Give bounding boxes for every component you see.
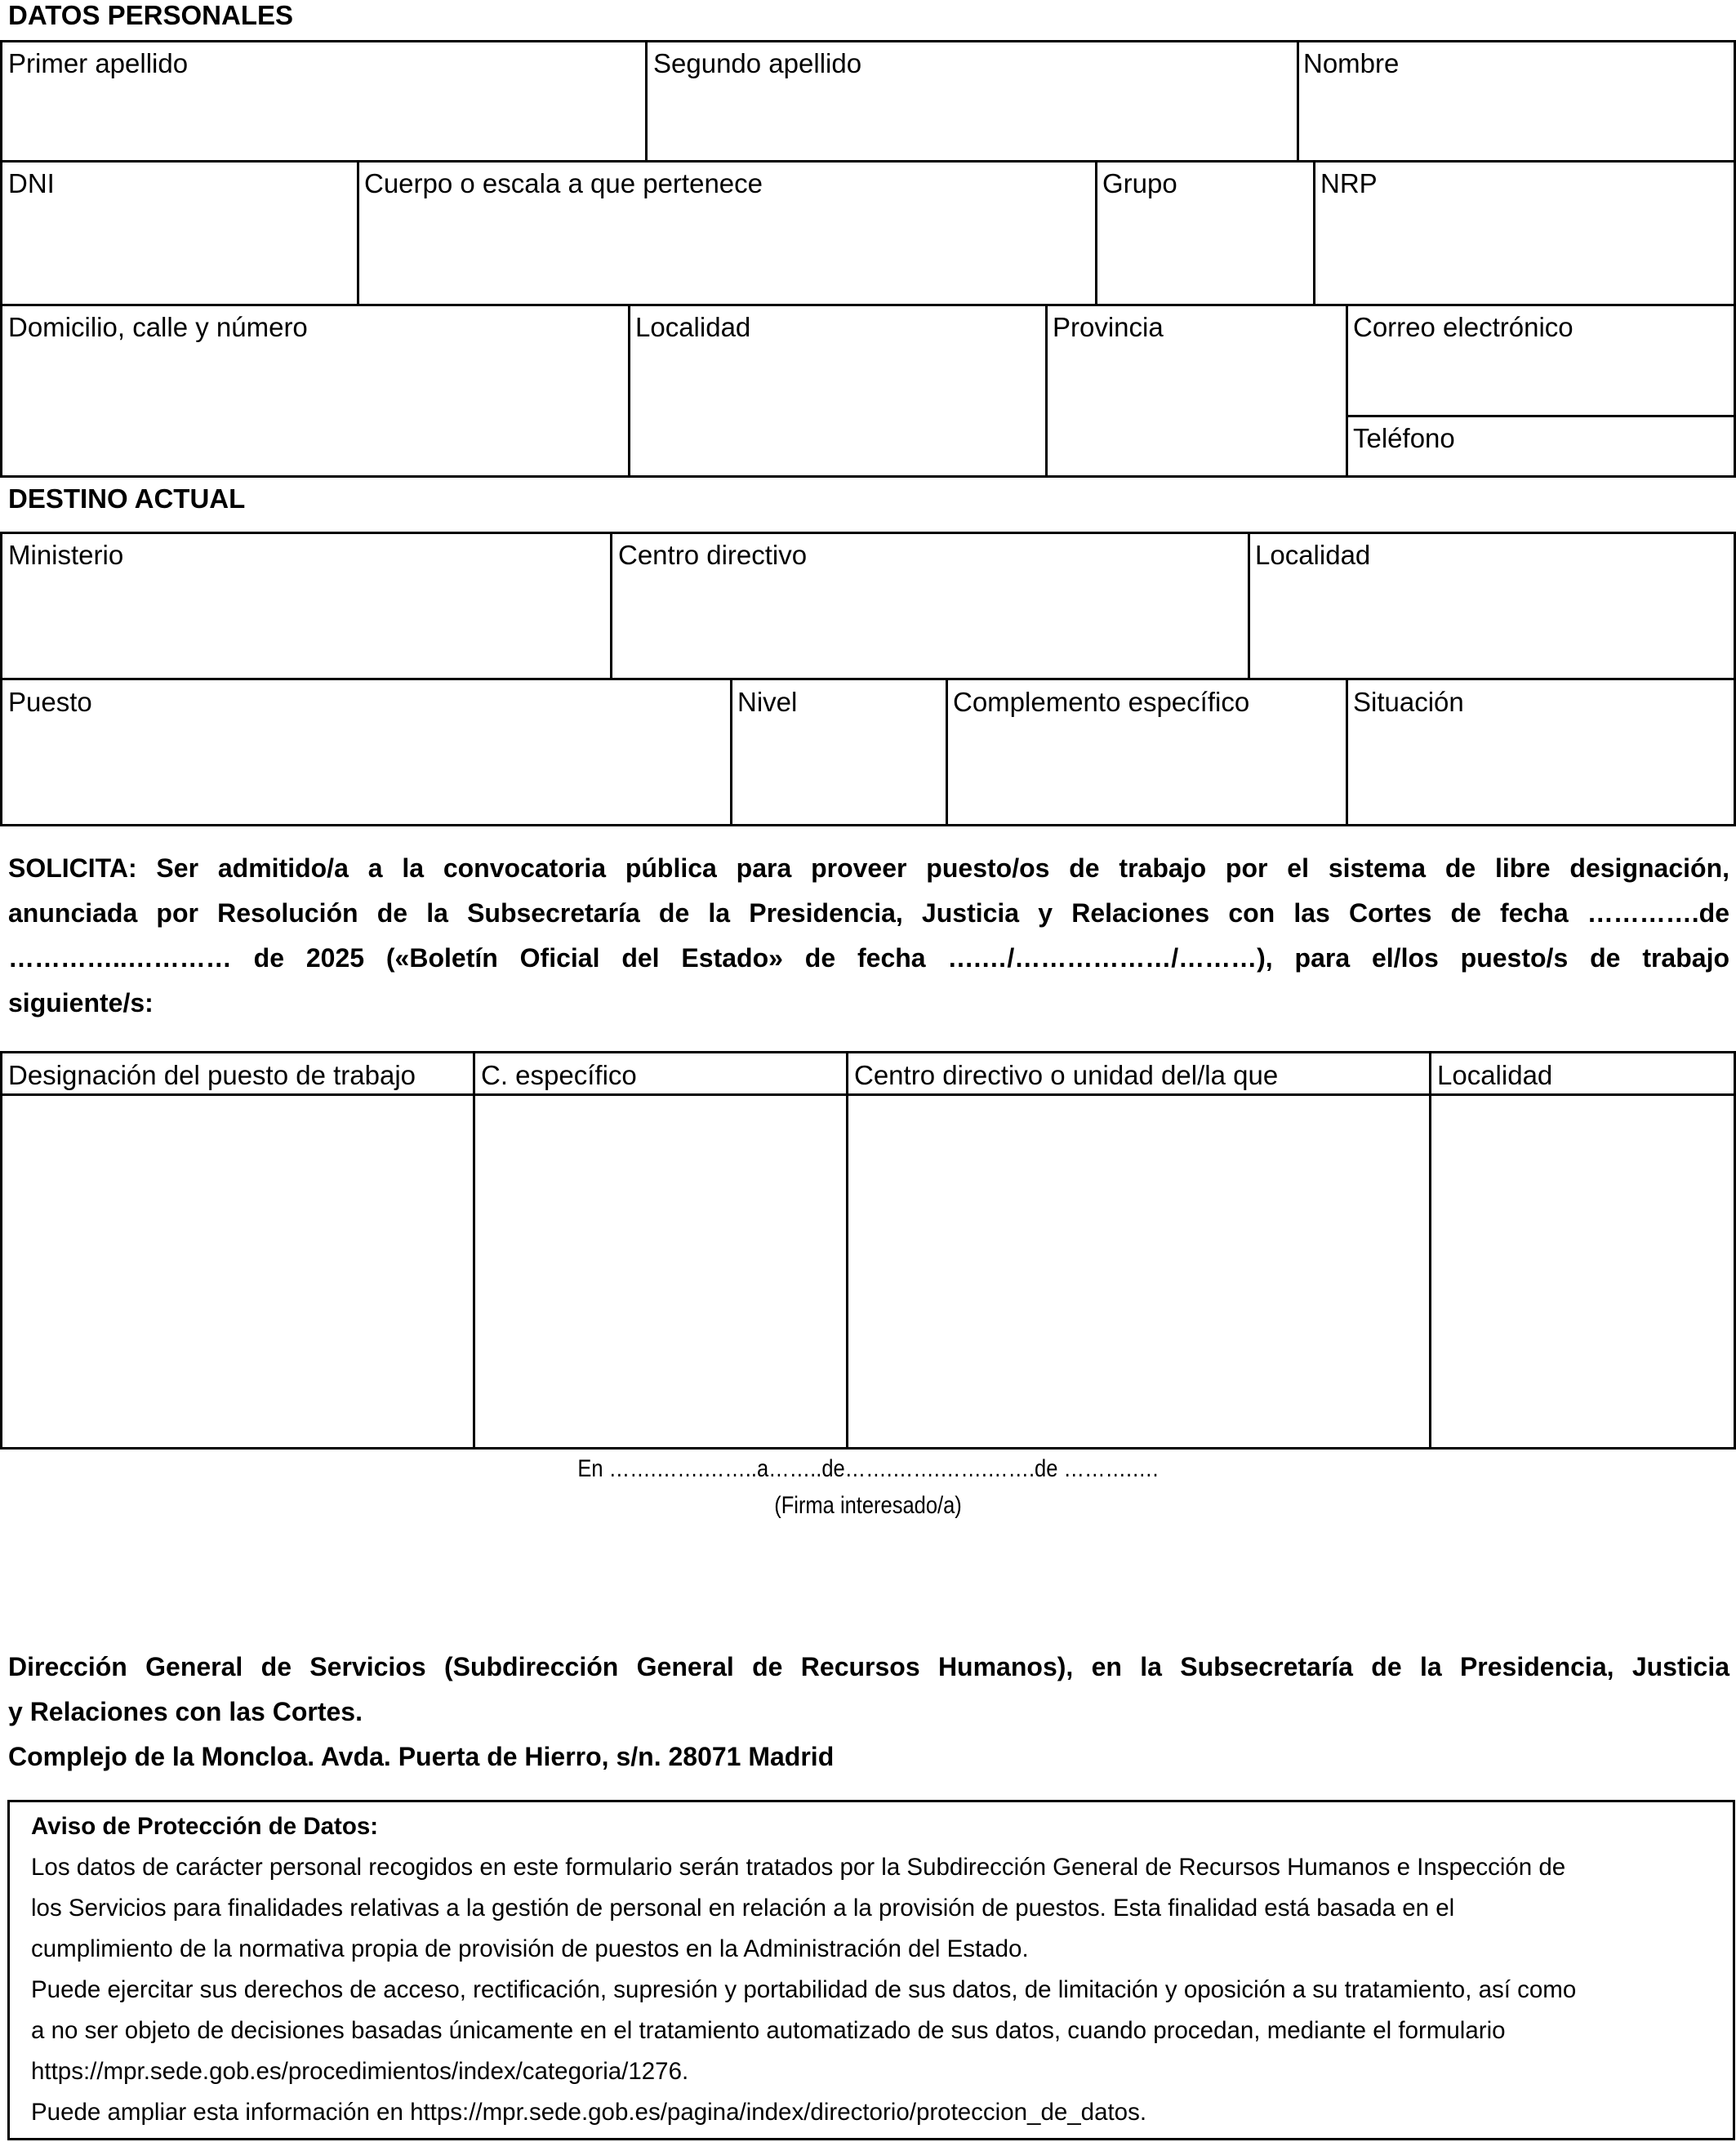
section-title-destino-actual: DESTINO ACTUAL [8, 483, 246, 514]
aviso-proteccion-datos [31, 1806, 1729, 2133]
divider [1346, 678, 1348, 826]
solicita-paragraph [8, 846, 1729, 1026]
field-dni[interactable]: DNI [8, 168, 55, 198]
field-grupo[interactable]: Grupo [1102, 168, 1177, 198]
divider [645, 40, 648, 162]
field-localidad[interactable]: Localidad [635, 312, 751, 342]
divider [846, 1051, 848, 1450]
divider [946, 678, 948, 826]
puestos-table [0, 1051, 1736, 1450]
aviso-line: los Servicios para finalidades relativas a la gestión de personal en relación a la provisión de puestos. Esta finalidad está basada en el [31, 1895, 1455, 1922]
column-header-localidad: Localidad [1437, 1060, 1553, 1090]
field-correo-electronico[interactable]: Correo electrónico [1353, 312, 1574, 342]
field-puesto[interactable]: Puesto [8, 687, 92, 717]
field-provincia[interactable]: Provincia [1053, 312, 1164, 342]
field-localidad-destino[interactable]: Localidad [1255, 540, 1371, 570]
divider [628, 304, 630, 478]
divider [0, 678, 1736, 680]
divider [610, 532, 612, 679]
field-complemento-especifico[interactable]: Complemento específico [953, 687, 1250, 717]
divider [1248, 532, 1250, 679]
destinatario-line: Complejo de la Moncloa. Avda. Puerta de Hierro, s/n. 28071 Madrid [8, 1742, 835, 1771]
divider [473, 1051, 475, 1450]
aviso-line: Los datos de carácter personal recogidos en este formulario serán tratados por la Subdirección General de Recursos Humanos e Inspección de [31, 1854, 1566, 1881]
divider [0, 160, 1736, 163]
table-header-divider [0, 1093, 1736, 1096]
field-nombre[interactable]: Nombre [1303, 48, 1400, 78]
aviso-line: Puede ejercitar sus derechos de acceso, rectificación, supresión y portabilidad de sus datos, de limitación y oposición a su tratamiento, así como [31, 1976, 1577, 2003]
aviso-line: cumplimiento de la normativa propia de provisión de puestos en la Administración del Estado. [31, 1935, 1029, 1962]
solicita-line: anunciada por Resolución de la Subsecretaría de la Presidencia, Justicia y Relaciones con las Cortes de fecha ………….de [8, 898, 1729, 928]
field-cuerpo-escala[interactable]: Cuerpo o escala a que pertenece [364, 168, 763, 198]
field-nivel[interactable]: Nivel [737, 687, 798, 717]
destinatario-block [8, 1645, 1729, 1779]
column-header-c-especifico: C. específico [481, 1060, 637, 1090]
destinatario-line: y Relaciones con las Cortes. [8, 1697, 363, 1726]
date-line: En …….…….……..a……..de…….…….…….…….de ……….…. [577, 1455, 1159, 1482]
divider [730, 678, 732, 826]
field-telefono[interactable]: Teléfono [1353, 423, 1455, 453]
column-header-designacion: Designación del puesto de trabajo [8, 1060, 416, 1090]
datos-personales-grid [0, 40, 1736, 478]
divider [1346, 304, 1348, 478]
field-primer-apellido[interactable]: Primer apellido [8, 48, 189, 78]
field-ministerio[interactable]: Ministerio [8, 540, 124, 570]
solicita-line: …………..………… de 2025 («Boletín Oficial del Estado» de fecha ….…/………………/………), para el/los puesto/s de trabajo [8, 943, 1729, 973]
divider [357, 160, 359, 305]
field-segundo-apellido[interactable]: Segundo apellido [653, 48, 862, 78]
aviso-line: a no ser objeto de decisiones basadas únicamente en el tratamiento automatizado de sus datos, cuando procedan, mediante el formulario [31, 2017, 1506, 2044]
aviso-link-formulario[interactable]: https://mpr.sede.gob.es/procedimientos/index/categoria/1276. [31, 2058, 689, 2085]
divider [1297, 40, 1299, 162]
signature-label: (Firma interesado/a) [774, 1492, 962, 1519]
solicita-line: siguiente/s: [8, 988, 154, 1018]
divider [0, 304, 1736, 306]
field-centro-directivo[interactable]: Centro directivo [618, 540, 808, 570]
divider [1045, 304, 1048, 478]
divider [1313, 160, 1315, 305]
divider [1347, 415, 1736, 417]
divider [1429, 1051, 1431, 1450]
destinatario-line: Dirección General de Servicios (Subdirección General de Recursos Humanos), en la Subsecretaría de la Presidencia, Justicia [8, 1652, 1729, 1681]
column-header-centro-directivo: Centro directivo o unidad del/la que [854, 1060, 1279, 1090]
field-nrp[interactable]: NRP [1320, 168, 1378, 198]
field-domicilio[interactable]: Domicilio, calle y número [8, 312, 308, 342]
divider [1095, 160, 1097, 305]
field-situacion[interactable]: Situación [1353, 687, 1464, 717]
solicita-line: SOLICITA: Ser admitido/a a la convocatoria pública para proveer puesto/os de trabajo por el sistema de libre designación, [8, 853, 1729, 883]
aviso-line: Puede ampliar esta información en https://mpr.sede.gob.es/pagina/index/directorio/proteccion_de_datos. [31, 2099, 1147, 2126]
aviso-title: Aviso de Protección de Datos: [31, 1813, 379, 1840]
section-title-datos-personales: DATOS PERSONALES [8, 0, 293, 30]
